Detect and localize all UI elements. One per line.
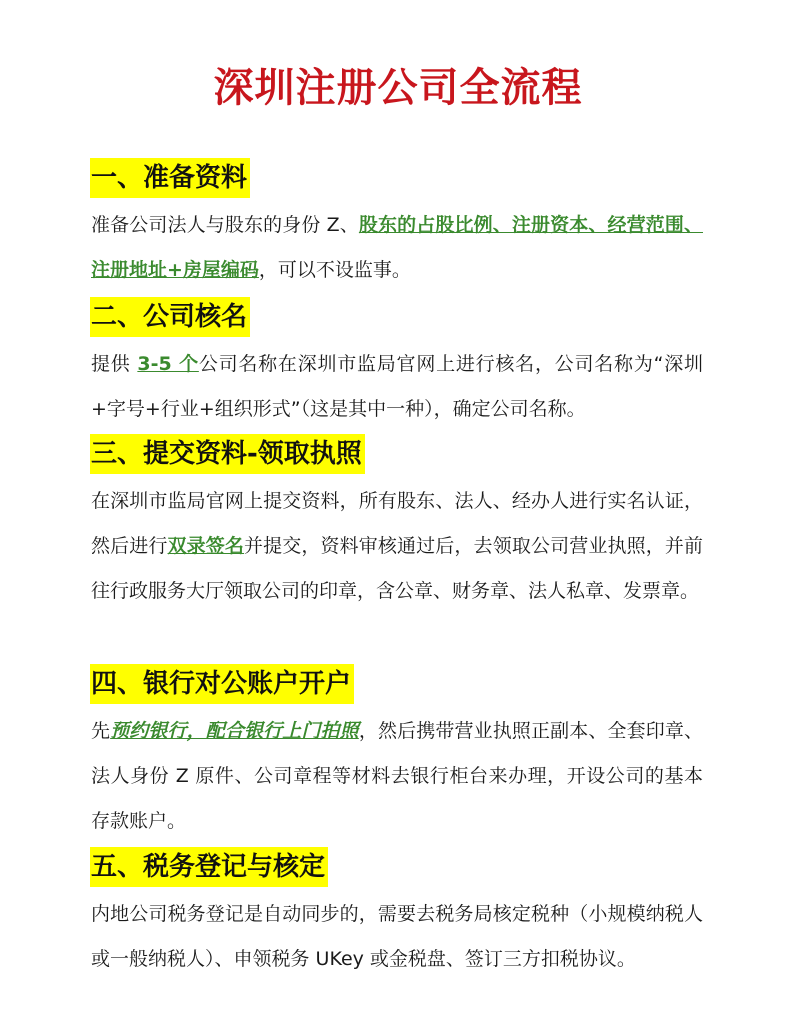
section-body [91,892,703,982]
body-text: 准备公司法人与股东的身份 Z、 [91,214,359,236]
section-body [91,709,703,844]
section-submit-license [91,434,703,614]
highlight-text: 3-5 个 [137,353,199,375]
body-text: 公司名称在深圳市监局官网上进行核名，公司名称为“深圳+字号+行业+组织形式”（这是其中一种），确定公司名称。 [91,353,703,420]
section-heading: 三、提交资料-领取执照 [90,434,365,474]
highlight-text: 预约银行，配合银行上门拍照 [110,720,359,742]
body-text: ，可以不设监事。 [258,259,411,281]
page-title: 深圳注册公司全流程 [213,65,583,111]
section-heading: 四、银行对公账户开户 [90,664,354,704]
body-text: ，然后携带营业执照正副本、全套印章、法人身份 Z 原件、公司章程等材料去银行柜台来办理，开设公司的基本存款账户。 [91,720,703,832]
body-text: 在深圳市监局官网上提交资料，所有股东、法人、经办人进行实名认证，然后进行 [91,490,703,557]
section-body [91,203,703,293]
section-heading: 一、准备资料 [90,158,250,198]
section-heading: 二、公司核名 [90,297,250,337]
body-text: 提供 [91,353,138,375]
highlight-text: 双录签名 [167,535,245,557]
body-text: 先 [91,720,111,742]
section-name-check [91,297,703,432]
body-text: 内地公司税务登记是自动同步的，需要去税务局核定税种（小规模纳税人或一般纳税人）、申领税务 UKey 或金税盘、签订三方扣税协议。 [91,903,703,970]
highlight-text: 股东的占股比例、注册资本、经营范围、注册地址+房屋编码 [91,214,703,281]
body-text: 并提交，资料审核通过后，去领取公司营业执照，并前往行政服务大厅领取公司的印章，含公章、财务章、法人私章、发票章。 [91,535,703,602]
section-body [91,342,703,432]
section-bank-account [91,664,703,844]
section-tax-registration [91,847,703,982]
section-prepare-materials [91,158,703,293]
section-heading: 五、税务登记与核定 [90,847,328,887]
section-body [91,479,703,614]
